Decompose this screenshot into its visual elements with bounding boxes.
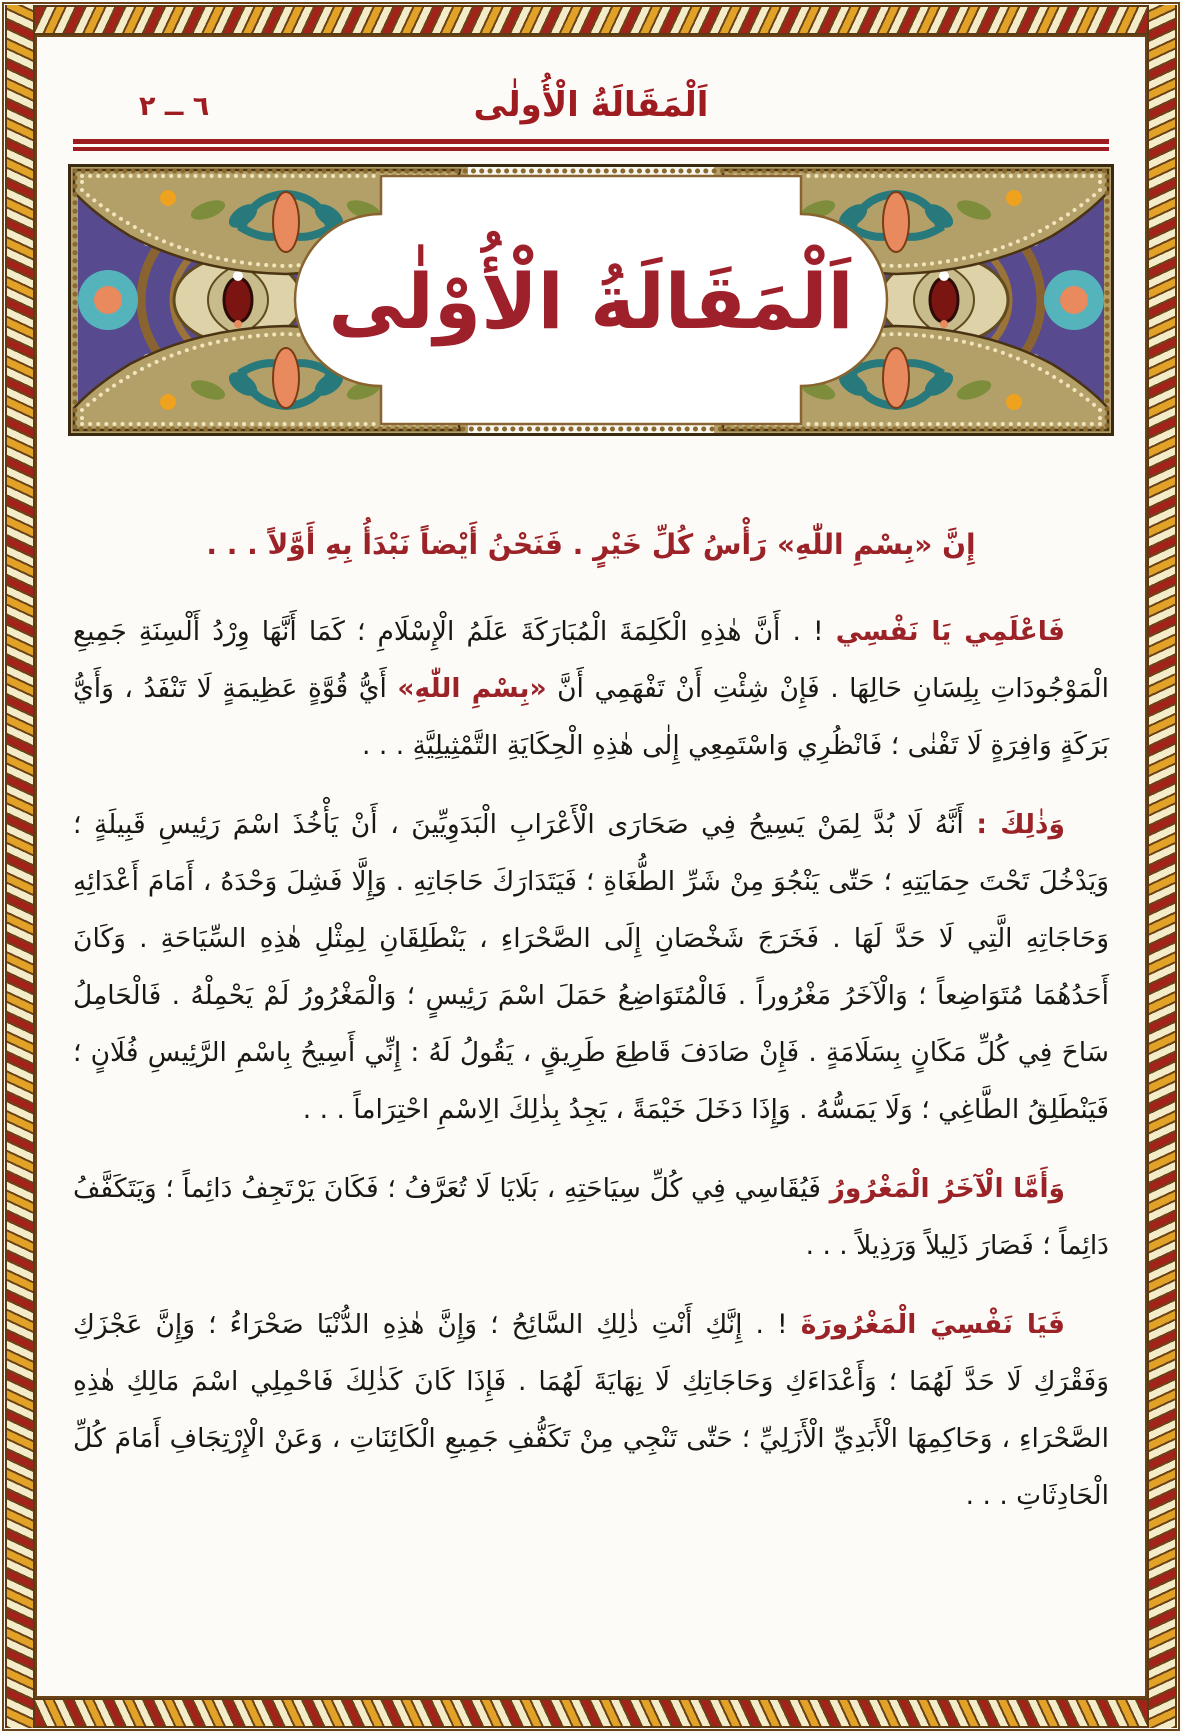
page-number: ٦ ــ ٢ — [139, 91, 210, 122]
body-text: ! . أَنَّ هٰذِهِ الْكَلِمَةَ الْمُبَارَكَةَ عَلَمُ الْإِسْلَامِ ؛ كَمَا أَنَّهَا وِرْدُ أَلْسِنَةِ جَمِيعِ الْمَوْجُودَاتِ بِلِسَانِ حَالِهَا . فَإِنْ شِئْتِ أَنْ تَفْهَمِي أَنَّ — [73, 616, 1109, 704]
red-emphasis-text: فَاعْلَمِي يَا نَفْسِي — [835, 616, 1066, 647]
red-emphasis-text: «بِسْمِ اللّٰهِ» — [397, 673, 547, 704]
red-emphasis-text: فَيَا نَفْسِيَ الْمَغْرُورَةَ — [800, 1309, 1065, 1340]
border-chain-right — [1147, 5, 1177, 1728]
paragraph — [73, 1160, 1109, 1274]
banner-ornament-graphic — [68, 164, 1114, 436]
border-chain-bottom — [5, 1698, 1177, 1728]
body-text: ! . إِنَّكِ أَنْتِ ذٰلِكِ السَّائِحُ ؛ وَإِنَّ هٰذِهِ الدُّنْيَا صَحْرَاءُ ؛ وَإِنَّ عَجْزَكِ وَفَقْرَكِ لَا حَدَّ لَهُمَا ؛ وَأَعْدَاءَكِ وَحَاجَاتِكِ لَا نِهَايَةَ لَهُمَا . فَإِذَا كَانَ كَذٰلِكَ فَاحْمِلِي اسْمَ مَالِكِ هٰذِهِ الصَّحْرَاءِ ، وَحَاكِمِهَا الْأَبَدِيِّ الْأَزَلِيِّ ؛ حَتّٰى تَنْجِي مِنْ تَكَفُّفِ جَمِيعِ الْكَائِنَاتِ ، وَعَنْ الْإِرْتِجَافِ أَمَامَ كُلِّ الْحَادِثَاتِ . . . — [73, 1309, 1109, 1511]
paragraph — [73, 603, 1109, 774]
banner-title: اَلْمَقَالَةُ الْأُوْلٰى — [328, 257, 854, 346]
page-content — [39, 39, 1143, 1694]
border-chain-top — [5, 5, 1177, 35]
body-text: فَيُقَاسِي فِي كُلِّ سِيَاحَتِهِ ، بَلَايَا لَا تُعَرَّفُ ؛ فَكَانَ يَرْتَجِفُ دَائِماً ؛ وَيَتَكَفَّفُ دَائِماً ؛ فَصَارَ ذَلِيلاً وَرَذِيلاً . . . — [73, 1173, 1109, 1261]
paragraph — [73, 796, 1109, 1138]
article-body — [73, 516, 1109, 1524]
ornamental-banner — [68, 164, 1114, 436]
red-emphasis-text: إِنَّ «بِسْمِ اللّٰهِ» رَأْسُ كُلِّ خَيْرٍ . فَنَحْنُ أَيْضاً نَبْدَأُ بِهِ أَوَّلاً . . . — [206, 528, 976, 561]
red-emphasis-text: وَأَمَّا الْآخَرُ الْمَغْرُورُ — [829, 1173, 1065, 1204]
paragraph — [73, 1296, 1109, 1524]
page-title: اَلْمَقَالَةُ الْأُولٰى — [473, 85, 709, 125]
page-header — [73, 83, 1109, 127]
red-emphasis-text: وَذٰلِكَ : — [976, 809, 1065, 840]
border-chain-left — [5, 5, 35, 1728]
body-text: أَيُّ قُوَّةٍ عَظِيمَةٍ لَا تَنْفَدُ ، وَأَيُّ بَرَكَةٍ وَافِرَةٍ لَا تَفْنٰى ؛ فَانْظُرِي وَاسْتَمِعِي إِلٰى هٰذِهِ الْحِكَايَةِ التَّمْثِيلِيَّةِ . . . — [73, 673, 1109, 761]
double-rule-divider — [73, 139, 1109, 151]
opening-line — [73, 516, 1109, 573]
body-text: أَنَّهُ لَا بُدَّ لِمَنْ يَسِيحُ فِي صَحَارَى الْأَعْرَابِ الْبَدَوِيِّينَ ، أَنْ يَأْخُذَ اسْمَ رَئِيسِ قَبِيلَةٍ ؛ وَيَدْخُلَ تَحْتَ حِمَايَتِهِ ؛ حَتّٰى يَنْجُوَ مِنْ شَرِّ الطُّغَاةِ ؛ فَيَتَدَارَكَ حَاجَاتِهِ . وَإِلَّا فَشِلَ وَحْدَهُ ، أَمَامَ أَعْدَائِهِ وَحَاجَاتِهِ الَّتِي لَا حَدَّ لَهَا . فَخَرَجَ شَخْصَانِ إِلَى الصَّحْرَاءِ ، يَنْطَلِقَانِ لِمِثْلِ هٰذِهِ السِّيَاحَةِ . وَكَانَ أَحَدُهُمَا مُتَوَاضِعاً ؛ وَالْآخَرُ مَغْرُوراً . فَالْمُتَوَاضِعُ حَمَلَ اسْمَ رَئِيسٍ ؛ وَالْمَغْرُورُ لَمْ يَحْمِلْهُ . فَالْحَامِلُ سَاحَ فِي كُلِّ مَكَانٍ بِسَلَامَةٍ . فَإِنْ صَادَفَ قَاطِعَ طَرِيقٍ ، يَقُولُ لَهُ : إِنِّي أَسِيحُ بِاسْمِ الرَّئِيسِ فُلَانٍ ؛ فَيَنْطَلِقُ الطَّاغِي ؛ وَلَا يَمَسُّهُ . وَإِذَا دَخَلَ خَيْمَةً ، يَجِدُ بِذٰلِكَ الِاسْمِ احْتِرَاماً . . . — [73, 809, 1109, 1125]
